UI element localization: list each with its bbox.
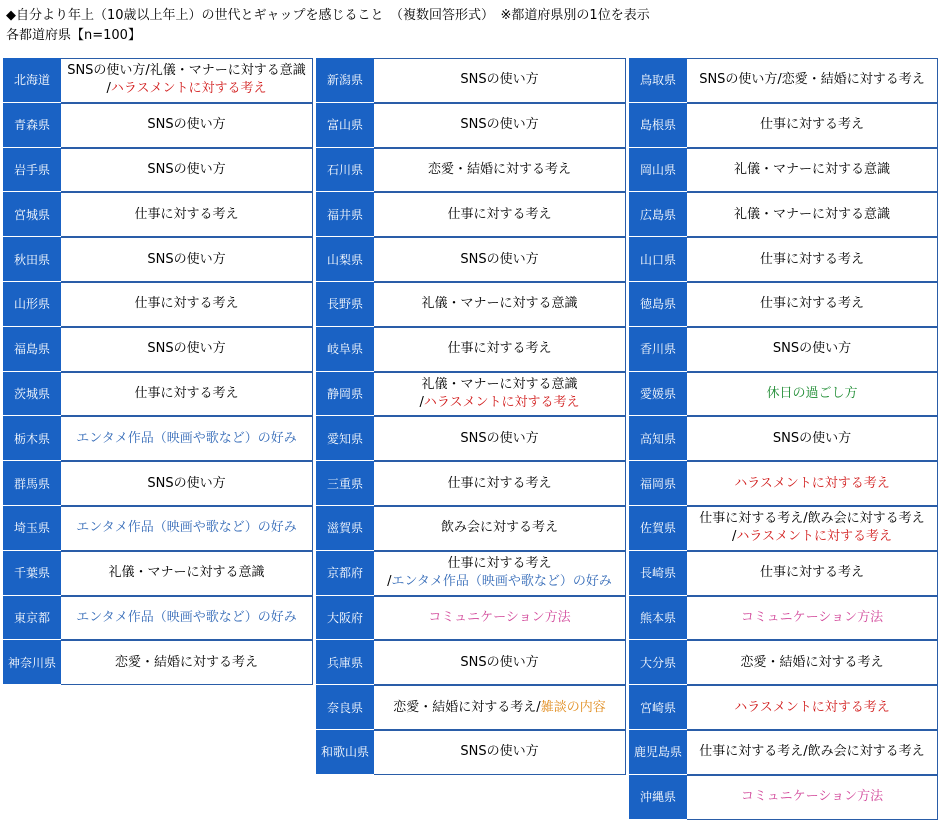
prefecture-cell: 埼玉県 [3,506,61,551]
prefecture-cell: 富山県 [316,103,374,148]
answer-text: コミュニケーション方法 [740,789,884,805]
prefecture-cell: 岡山県 [629,148,687,193]
answer-cell [687,640,938,685]
answer-cell [61,372,313,417]
answer-line [460,654,538,672]
prefecture-cell: 長野県 [316,282,374,327]
table-row [3,58,313,103]
answer-text: SNSの使い方/礼儀・マナーに対する意識 [67,63,306,79]
answer-text: SNSの使い方 [147,251,226,267]
answer-cell [687,148,938,193]
answer-text: SNSの使い方 [460,430,539,446]
answer-text: / [419,394,424,410]
answer-line [108,564,264,582]
table-row [629,506,938,551]
table-row [316,327,626,372]
answer-text: 仕事に対する考え [447,206,552,222]
table-row [629,237,938,282]
answer-text: SNSの使い方 [772,341,852,357]
answer-line [734,206,890,224]
answer-text: ハラスメントに対する考え [734,699,890,715]
answer-line [460,743,538,761]
answer-text: 休日の過ごし方 [766,385,858,401]
answer-cell [374,551,626,596]
answer-line [734,475,890,493]
answer-line [419,394,579,412]
prefecture-cell: 福井県 [316,192,374,237]
prefecture-cell: 岩手県 [3,148,61,193]
answer-text: SNSの使い方 [147,117,226,133]
table-row [3,237,313,282]
answer-line [447,555,551,573]
answer-line [428,609,570,627]
answer-text: 仕事に対する考え [759,565,864,581]
answer-line [76,430,296,448]
answer-text: 礼儀・マナーに対する意識 [421,376,578,392]
answer-cell [61,282,313,327]
answer-text: 仕事に対する考え [134,296,239,312]
answer-cell [61,506,313,551]
answer-cell [687,506,938,551]
answer-text: 仕事に対する考え [759,251,864,267]
answer-text: SNSの使い方 [460,117,539,133]
answer-line [76,609,296,627]
table-row [316,58,626,103]
answer-line [134,206,238,224]
answer-line [447,340,551,358]
prefecture-cell: 愛媛県 [629,372,687,417]
answer-text: 礼儀・マナーに対する意識 [108,565,265,581]
answer-line [699,510,924,528]
answer-cell [61,237,313,282]
table-row [629,148,938,193]
table-row [629,103,938,148]
prefecture-cell: 愛知県 [316,416,374,461]
answer-line [734,699,890,717]
prefecture-cell: 鳥取県 [629,58,687,103]
answer-text: 仕事に対する考え/飲み会に対する考え [699,744,925,760]
answer-text: 仕事に対する考え [447,341,552,357]
answer-text: 礼儀・マナーに対する意識 [733,206,890,222]
table-row [629,372,938,417]
answer-text: 礼儀・マナーに対する意識 [421,296,578,312]
answer-line [447,475,551,493]
answer-cell [61,640,313,685]
prefecture-cell: 山形県 [3,282,61,327]
table-row [629,282,938,327]
prefecture-cell: 香川県 [629,327,687,372]
answer-text: エンタメ作品（映画や歌など）の好み [76,609,297,625]
table-row [629,775,938,820]
prefecture-cell: 石川県 [316,148,374,193]
prefecture-cell: 茨城県 [3,372,61,417]
table-row [316,730,626,775]
answer-line [106,80,266,98]
answer-text: SNSの使い方 [460,654,539,670]
answer-cell [687,58,938,103]
answer-cell [687,282,938,327]
answer-cell [374,148,626,193]
table-row [629,596,938,641]
answer-cell [374,103,626,148]
answer-line [699,71,925,89]
answer-text: ハラスメントに対する考え [110,81,267,97]
prefecture-cell: 福岡県 [629,461,687,506]
answer-cell [687,237,938,282]
answer-line [760,564,864,582]
answer-line [734,161,890,179]
table-row [316,461,626,506]
answer-text: SNSの使い方 [772,430,852,446]
answer-cell [374,506,626,551]
table-row [316,640,626,685]
answer-cell [61,551,313,596]
answer-cell [374,237,626,282]
prefecture-cell: 新潟県 [316,58,374,103]
answer-line [740,654,883,672]
prefecture-cell: 高知県 [629,416,687,461]
answer-line [460,430,538,448]
table-row [316,596,626,641]
answer-line [441,519,558,537]
answer-cell [61,103,313,148]
table-row [629,327,938,372]
answer-text: SNSの使い方/恋愛・結婚に対する考え [699,72,925,88]
table-row [3,461,313,506]
answer-line [147,340,225,358]
answer-text: 恋愛・結婚に対する考え [740,654,884,670]
answer-cell [61,416,313,461]
table-row [3,506,313,551]
answer-cell [687,685,938,730]
answer-cell [374,461,626,506]
prefecture-cell: 山口県 [629,237,687,282]
answer-text: 恋愛・結婚に対する考え [427,161,571,177]
prefecture-cell: 徳島県 [629,282,687,327]
answer-cell [687,103,938,148]
prefecture-cell: 鹿児島県 [629,730,687,775]
table-row [316,416,626,461]
answer-line [766,385,857,403]
prefecture-cell: 秋田県 [3,237,61,282]
answer-text: エンタメ作品（映画や歌など）の好み [391,574,612,590]
answer-cell [374,640,626,685]
answer-text: SNSの使い方 [147,161,226,177]
table-row [629,416,938,461]
answer-line [147,116,225,134]
answer-cell [374,192,626,237]
answer-text: / [387,574,392,590]
answer-cell [61,327,313,372]
table-row [3,640,313,685]
answer-text: ハラスメントに対する考え [736,529,892,545]
answer-line [115,654,258,672]
answer-text: 仕事に対する考え [759,117,864,133]
answer-line [773,430,851,448]
answer-cell [374,58,626,103]
prefecture-cell: 栃木県 [3,416,61,461]
prefecture-cell: 千葉県 [3,551,61,596]
answer-text: 仕事に対する考え [759,296,864,312]
answer-text: SNSの使い方 [460,251,539,267]
table-row [629,685,938,730]
page-subtitle: 各都道府県【n=100】 [6,28,141,43]
answer-text: SNSの使い方 [147,341,226,357]
answer-text: / [106,81,111,97]
prefecture-cell: 奈良県 [316,685,374,730]
table-row [629,192,938,237]
answer-text: ハラスメントに対する考え [423,394,580,410]
prefecture-cell: 長崎県 [629,551,687,596]
answer-text: コミュニケーション方法 [428,609,571,625]
table-row [316,103,626,148]
prefecture-cell: 沖縄県 [629,775,687,820]
answer-line [760,295,864,313]
table-row [629,640,938,685]
answer-cell [61,58,313,103]
answer-text: SNSの使い方 [460,744,539,760]
page-title: ◆自分より年上（10歳以上年上）の世代とギャップを感じること （複数回答形式） ※都道府県別の1位を表示 [6,8,650,23]
answer-line [741,788,883,806]
answer-cell [61,192,313,237]
prefecture-cell: 宮崎県 [629,685,687,730]
table-row [3,192,313,237]
answer-line [460,116,538,134]
answer-cell [687,551,938,596]
answer-line [421,295,577,313]
answer-text: 恋愛・結婚に対する考え [114,654,258,670]
table-row [316,506,626,551]
answer-line [134,385,238,403]
answer-cell [61,148,313,193]
table-row [629,58,938,103]
answer-cell [687,461,938,506]
answer-cell [61,461,313,506]
answer-text: 仕事に対する考え/飲み会に対する考え [699,511,925,527]
answer-line [147,161,225,179]
answer-line [732,528,892,546]
prefecture-cell: 大分県 [629,640,687,685]
answer-line [421,376,577,394]
answer-cell [687,416,938,461]
answer-cell [374,372,626,417]
answer-cell [687,327,938,372]
answer-line [773,340,851,358]
answer-line [741,609,883,627]
prefecture-cell: 岐阜県 [316,327,374,372]
prefecture-cell: 北海道 [3,58,61,103]
answer-line [134,295,238,313]
page-header [6,6,650,46]
table-row [3,103,313,148]
answer-text: エンタメ作品（映画や歌など）の好み [76,430,297,446]
answer-cell [374,596,626,641]
prefecture-cell: 山梨県 [316,237,374,282]
answer-line [447,206,551,224]
answer-line [147,251,225,269]
prefecture-cell: 神奈川県 [3,640,61,685]
answer-cell [374,416,626,461]
answer-cell [687,775,938,820]
prefecture-cell: 三重県 [316,461,374,506]
answer-text: 仕事に対する考え [447,475,552,491]
answer-text: コミュニケーション方法 [740,609,884,625]
prefecture-cell: 和歌山県 [316,730,374,775]
answer-line [760,251,864,269]
answer-cell [374,730,626,775]
answer-text: 仕事に対する考え [134,206,239,222]
prefecture-cell: 佐賀県 [629,506,687,551]
answer-cell [687,596,938,641]
answer-text: 礼儀・マナーに対する意識 [733,161,890,177]
prefecture-cell: 群馬県 [3,461,61,506]
prefecture-cell: 静岡県 [316,372,374,417]
answer-cell [374,282,626,327]
prefecture-cell: 熊本県 [629,596,687,641]
table-row [3,416,313,461]
answer-cell [687,730,938,775]
answer-line [387,573,612,591]
answer-cell [687,372,938,417]
answer-line [699,743,924,761]
answer-text: エンタメ作品（映画や歌など）の好み [76,520,297,536]
table-row [316,551,626,596]
prefecture-cell: 大阪府 [316,596,374,641]
answer-line [147,475,225,493]
table-row [316,372,626,417]
answer-cell [61,596,313,641]
prefecture-cell: 広島県 [629,192,687,237]
prefecture-cell: 東京都 [3,596,61,641]
table-row [316,192,626,237]
prefecture-cell: 滋賀県 [316,506,374,551]
answer-text: SNSの使い方 [460,72,539,88]
prefecture-cell: 兵庫県 [316,640,374,685]
answer-text: SNSの使い方 [147,475,226,491]
answer-line [428,161,571,179]
answer-text: 恋愛・結婚に対する考え/ [393,699,541,715]
answer-text: / [731,529,737,545]
answer-text: 仕事に対する考え [447,556,552,572]
table-row [629,551,938,596]
prefecture-cell: 島根県 [629,103,687,148]
table-row [316,685,626,730]
table-row [3,148,313,193]
answer-line [76,519,296,537]
answer-cell [374,327,626,372]
answer-cell [687,192,938,237]
table-row [629,730,938,775]
prefecture-cell: 宮城県 [3,192,61,237]
table-row [3,372,313,417]
prefecture-cell: 京都府 [316,551,374,596]
answer-line [67,62,306,80]
table-row [316,148,626,193]
table-row [316,282,626,327]
answer-text: ハラスメントに対する考え [734,475,890,491]
answer-line [460,251,538,269]
answer-cell [374,685,626,730]
prefecture-cell: 青森県 [3,103,61,148]
answer-text: 仕事に対する考え [134,385,239,401]
table-row [3,282,313,327]
table-row [629,461,938,506]
table-row [3,551,313,596]
table-row [3,596,313,641]
answer-text: 飲み会に対する考え [440,520,558,536]
answer-text: 雑談の内容 [540,699,606,715]
answer-line [460,71,538,89]
table-row [316,237,626,282]
answer-line [760,116,864,134]
answer-line [393,699,605,717]
prefecture-cell: 福島県 [3,327,61,372]
table-row [3,327,313,372]
